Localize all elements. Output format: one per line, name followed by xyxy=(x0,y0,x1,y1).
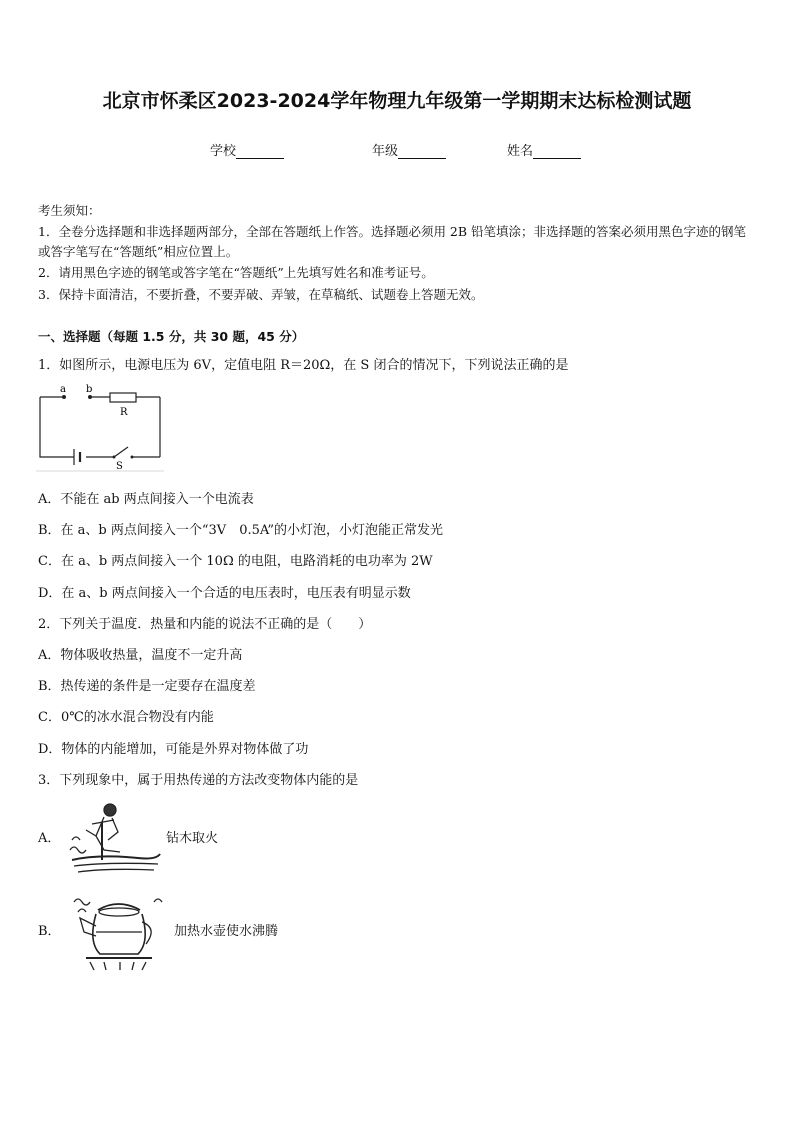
q2-option-b[interactable]: B．热传递的条件是一定要存在温度差 xyxy=(38,679,256,694)
q2-option-c[interactable]: C．0℃的冰水混合物没有内能 xyxy=(38,710,214,725)
label-a: a xyxy=(60,384,66,395)
terminal-a xyxy=(62,395,66,399)
drilling-wood-illustration xyxy=(68,800,164,878)
school-field xyxy=(210,140,284,159)
section-heading: 一、选择题（每题 1.5 分，共 30 题，45 分） xyxy=(38,329,305,344)
terminal-b xyxy=(88,395,92,399)
label-b: b xyxy=(86,384,93,395)
grade-field xyxy=(372,140,446,159)
school-blank[interactable] xyxy=(236,144,284,159)
name-label: 姓名 xyxy=(507,144,534,159)
grade-blank[interactable] xyxy=(398,144,446,159)
label-r: R xyxy=(120,407,128,418)
name-field xyxy=(507,140,581,159)
q2-option-a[interactable]: A．物体吸收热量，温度不一定升高 xyxy=(38,648,243,663)
notice-item-3: 3．保持卡面清洁，不要折叠，不要弄破、弄皱，在草稿纸、试题卷上答题无效。 xyxy=(38,287,484,302)
circuit-diagram xyxy=(36,383,166,475)
q2-stem: 2．下列关于温度．热量和内能的说法不正确的是（ ） xyxy=(38,617,372,632)
q3-option-a-letter[interactable]: A． xyxy=(38,831,61,846)
exam-title: 北京市怀柔区2023-2024学年物理九年级第一学期期末达标检测试题 xyxy=(102,90,692,112)
q1-option-d[interactable]: D．在 a、b 两点间接入一个合适的电压表时，电压表有明显示数 xyxy=(38,586,411,601)
name-blank[interactable] xyxy=(533,144,581,159)
q1-option-b[interactable]: B．在 a、b 两点间接入一个“3V 0.5A”的小灯泡，小灯泡能正常发光 xyxy=(38,523,443,538)
q1-option-a[interactable]: A．不能在 ab 两点间接入一个电流表 xyxy=(38,492,254,507)
grade-label: 年级 xyxy=(372,144,399,159)
q3-option-b-text[interactable]: 加热水壶使水沸腾 xyxy=(174,924,279,939)
notice-heading: 考生须知： xyxy=(38,203,101,218)
q2-option-d[interactable]: D．物体的内能增加，可能是外界对物体做了功 xyxy=(38,742,309,757)
q3-stem: 3．下列现象中，属于用热传递的方法改变物体内能的是 xyxy=(38,773,359,788)
q1-option-c[interactable]: C．在 a、b 两点间接入一个 10Ω 的电阻，电路消耗的电功率为 2W xyxy=(38,554,433,569)
q3-option-b-letter[interactable]: B． xyxy=(38,924,61,939)
label-s: S xyxy=(116,461,123,472)
notice-item-1: 1．全卷分选择题和非选择题两部分，全部在答题纸上作答。选择题必须用 2B 铅笔填涂；非选择题的答案必须用黑色字迹的钢笔或答字笔写在“答题纸”相应位置上。 xyxy=(38,224,747,259)
kettle-illustration xyxy=(68,892,168,972)
school-label: 学校 xyxy=(210,144,237,159)
notice-item-2: 2．请用黑色字迹的钢笔或答字笔在“答题纸”上先填写姓名和准考证号。 xyxy=(38,265,434,280)
q3-option-a-text[interactable]: 钻木取火 xyxy=(166,831,219,846)
q1-stem: 1．如图所示，电源电压为 6V，定值电阻 R＝20Ω，在 S 闭合的情况下，下列说法正确的是 xyxy=(38,358,569,373)
